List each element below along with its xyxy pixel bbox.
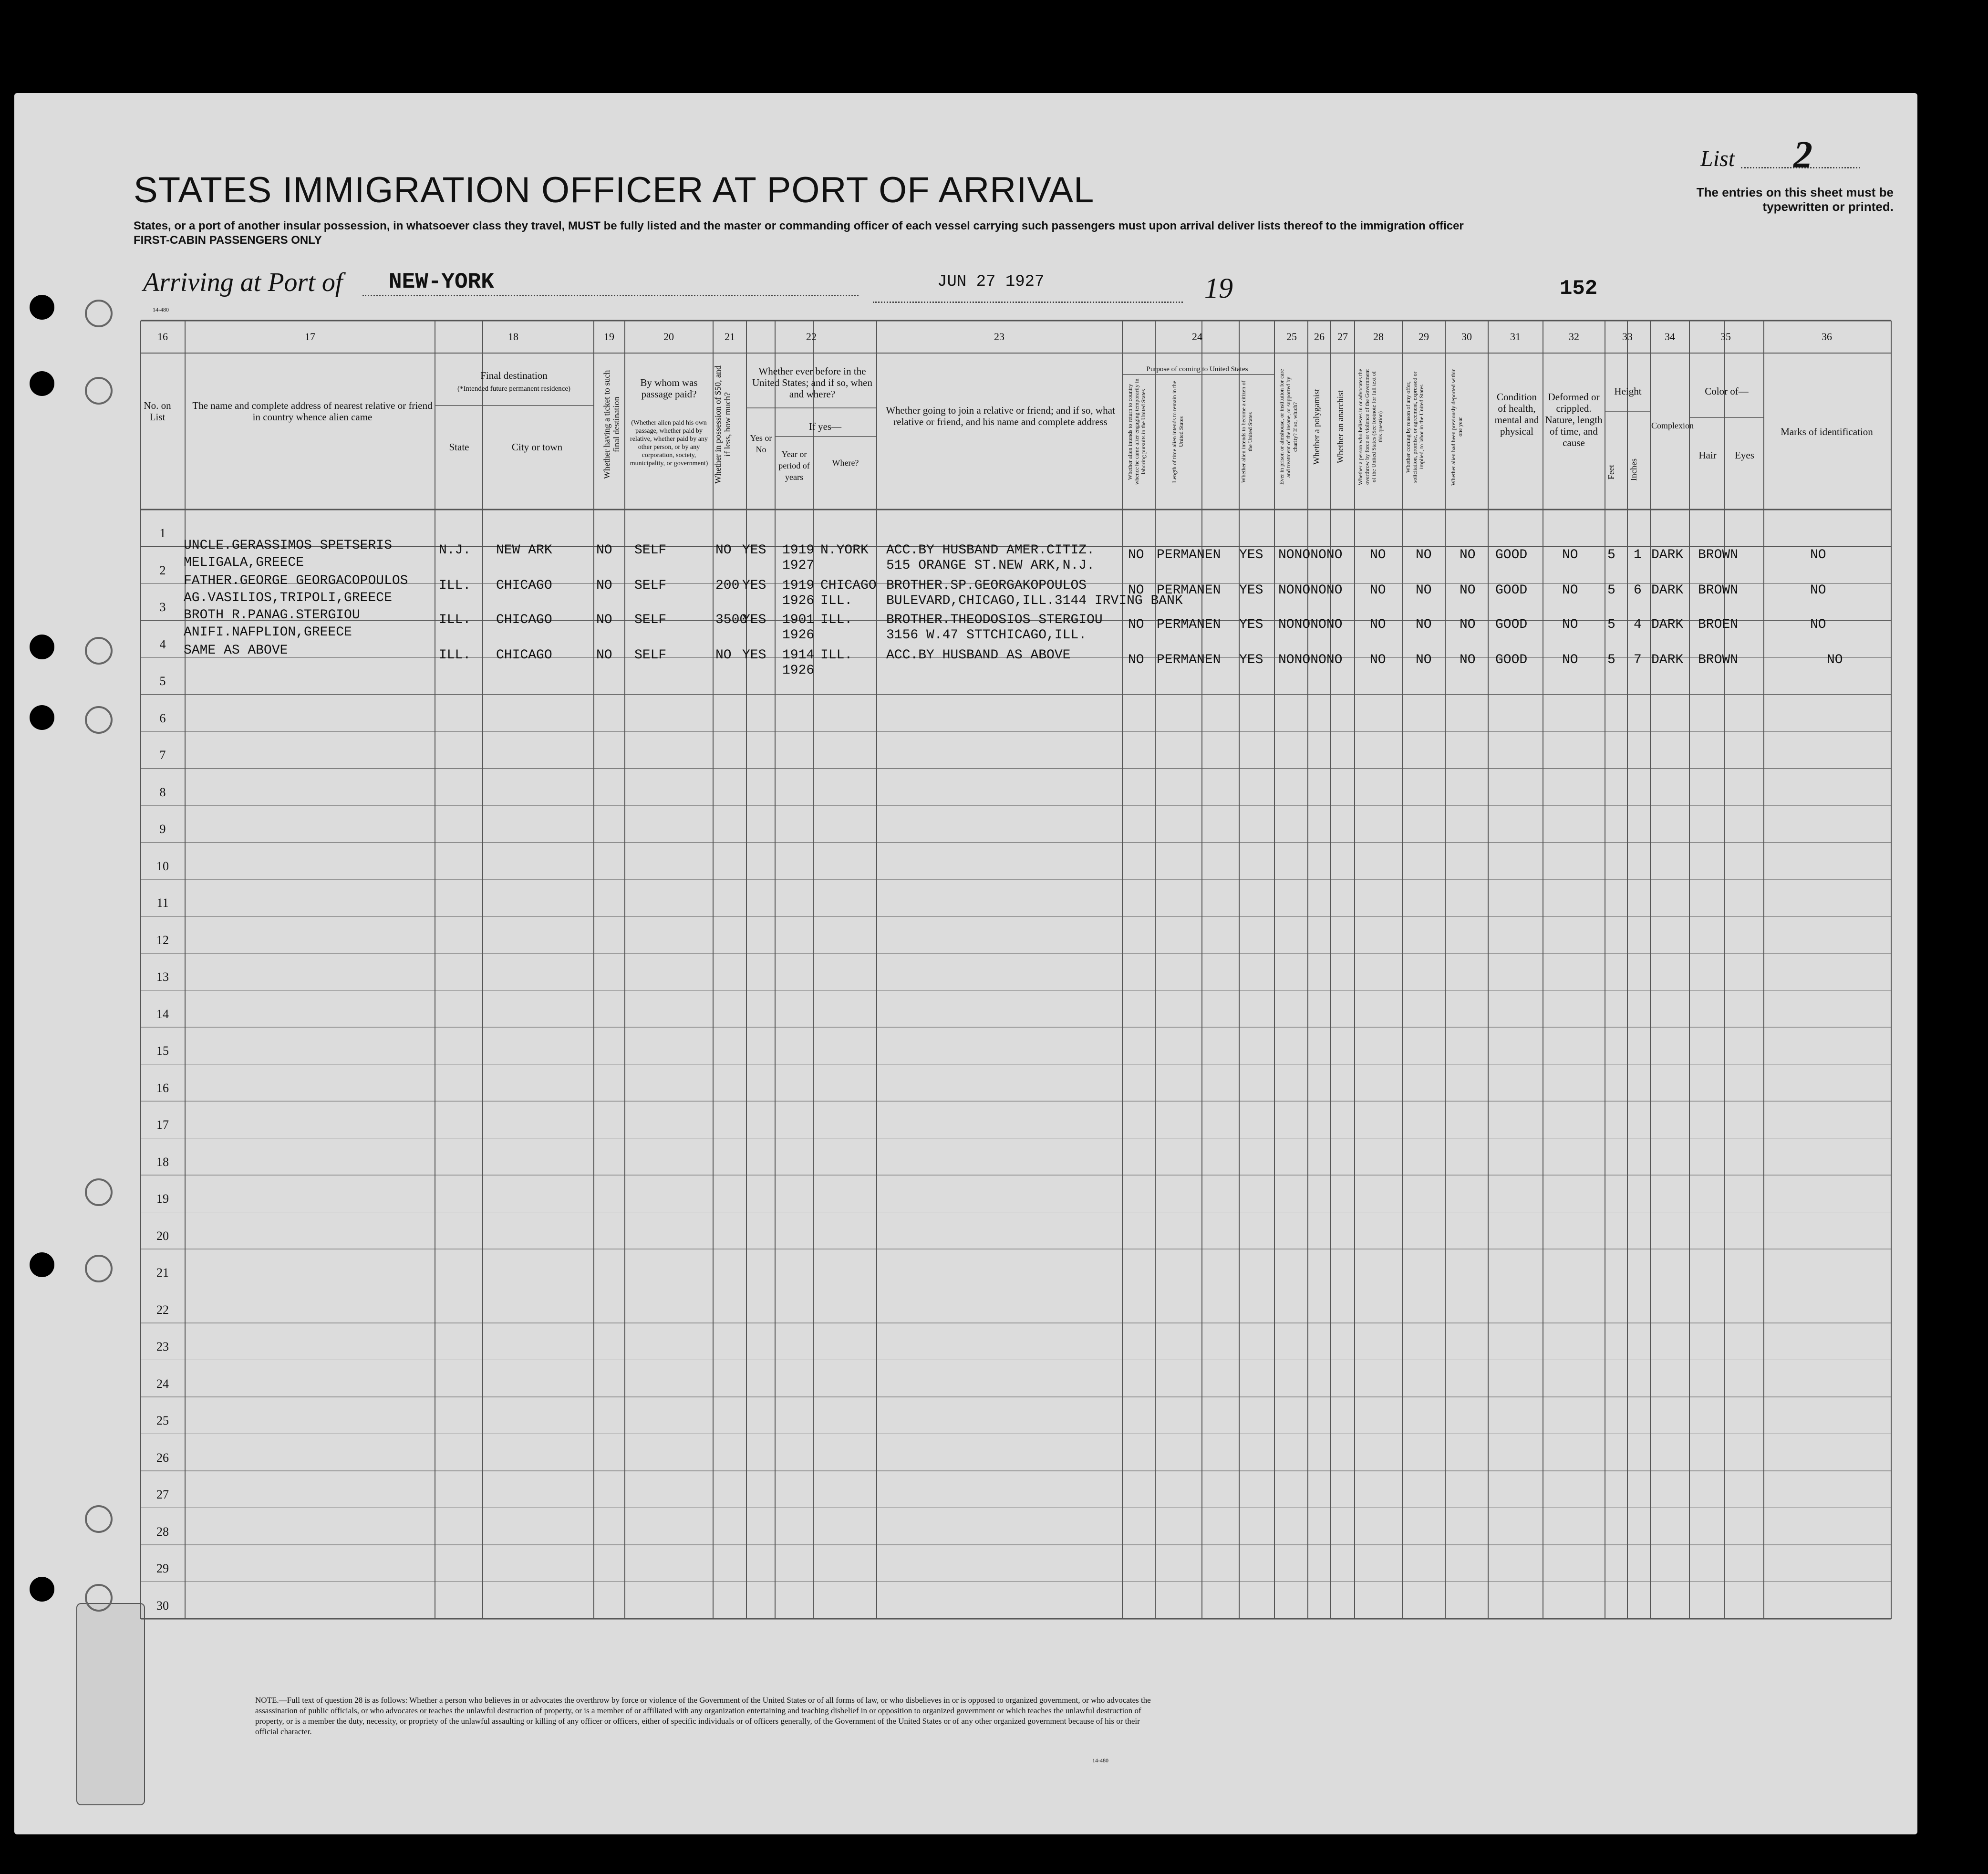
entry-return: NO	[1128, 548, 1144, 562]
entry-cols-25-27: NONONONO	[1278, 653, 1343, 667]
footnote: NOTE.—Full text of question 28 is as follows: Whether a person who believes in or advocates the overthrow by force or violence of the Government of the United States or of all forms of law, or who disbelieves in or is opposed to organized government, or who advocates the assassination of public officials, or who advocates or teaches the unlawful destruction of property, or is a member of or affiliated with any organization entertaining and teaching disbelief in or opposition to organized government or which teaches the unlawful destruction of property, or is a member the duty, necessity, or propriety of the unlawful assaulting or killing of any officer or officers, either of specific individuals or of officers generally, of the Government of the United States or of any other organized government because of his or their official character.	[255, 1696, 1151, 1736]
entry-feet: 5	[1607, 583, 1615, 598]
entry-joining: BROTHER.SP.GEORGAKOPOULOS	[886, 578, 1087, 593]
hdr-complexion: Complexion	[1651, 421, 1694, 430]
row-number: 20	[156, 1229, 169, 1243]
entry-years-end: 1926	[782, 628, 815, 643]
entry-return: NO	[1128, 583, 1144, 598]
hdr-purpose-a: Whether alien intends to return to country whence he came after engaging temporarily in laboring pursuits in the United States	[1127, 378, 1147, 485]
row-number: 28	[156, 1524, 169, 1539]
year-prefix: 19	[1204, 272, 1233, 304]
entry-marks: NO	[1810, 617, 1826, 632]
hdr-inches: Inches	[1629, 458, 1638, 481]
column-number: 31	[1510, 331, 1521, 343]
hdr-prison: Ever in prison or almshouse, or institution for care and treatment of the insane, or supported by charity? If so, which?	[1278, 369, 1298, 485]
entry-cols-25-27: NONONONO	[1278, 583, 1343, 598]
entry-city: CHICAGO	[496, 578, 552, 593]
entry-state: N.J.	[439, 543, 471, 558]
entry-ticket: NO	[596, 648, 612, 663]
arriving-label: Arriving at Port of	[143, 268, 343, 297]
entry-deformed: NO	[1562, 583, 1578, 598]
entry-relative: BROTH R.PANAG.STERGIOU	[184, 608, 360, 623]
page-number: 152	[1560, 277, 1598, 301]
row-number: 9	[159, 822, 166, 836]
entry-hair: BROEN	[1698, 617, 1739, 632]
entry-deformed: NO	[1562, 653, 1578, 667]
hdr-feet: Feet	[1606, 465, 1616, 480]
column-number: 21	[725, 331, 735, 343]
entry-joining: ACC.BY HUSBAND AMER.CITIZ.	[886, 543, 1095, 558]
entry-hair: BROWN	[1698, 653, 1739, 667]
entry-joining-address: BULEVARD,CHICAGO,ILL.3144 IRVING BANK	[886, 593, 1183, 608]
hdr-passage-note: (Whether alien paid his own passage, whether paid by relative, whether paid by any other person, or by any corporation, society, municipality, or government)	[630, 419, 708, 467]
entry-deported: NO	[1460, 653, 1476, 667]
column-number: 29	[1419, 331, 1429, 343]
entry-years-end: 1927	[782, 558, 815, 573]
form-subtitle-cabin: FIRST-CABIN PASSENGERS ONLY	[134, 234, 322, 247]
row-number: 7	[159, 748, 166, 762]
row-number: 4	[159, 637, 166, 651]
hdr-final-destination: Final destination	[480, 370, 548, 381]
row-number: 29	[156, 1562, 169, 1575]
entry-state: ILL.	[439, 613, 471, 627]
entry-health: GOOD	[1495, 583, 1528, 598]
row-number: 1	[159, 526, 166, 540]
entry-city: NEW ARK	[496, 543, 552, 558]
entry-joining-address: 3156 W.47 STTCHICAGO,ILL.	[886, 628, 1087, 643]
column-number: 28	[1373, 331, 1384, 343]
entry-where: ILL.	[820, 613, 853, 627]
entry-ticket: NO	[596, 578, 612, 593]
entry-cols-25-27: NONONONO	[1278, 617, 1343, 632]
entry-money: 200	[715, 578, 740, 593]
port-of-arrival: NEW-YORK	[389, 270, 494, 294]
entry-length: PERMANEN	[1157, 548, 1221, 562]
entry-where: ILL.	[820, 648, 853, 663]
row-number: 18	[156, 1155, 169, 1169]
row-number: 26	[156, 1450, 169, 1465]
hdr-state: State	[449, 441, 469, 453]
entry-marks: NO	[1810, 583, 1826, 598]
column-number: 25	[1286, 331, 1297, 343]
entry-feet: 5	[1607, 617, 1615, 632]
entry-overthrow: NO	[1370, 583, 1386, 598]
hdr-purpose-b: Length of time alien intends to remain in the United States	[1171, 381, 1184, 483]
entry-money: NO	[715, 543, 732, 558]
entry-years: 1919	[782, 543, 815, 558]
arrival-date: JUN 27 1927	[937, 273, 1045, 291]
row-number: 27	[156, 1488, 169, 1501]
entry-ticket: NO	[596, 543, 612, 558]
hdr-joining: Whether going to join a relative or friend; and if so, what relative or friend, and his name and complete address	[886, 405, 1115, 427]
entry-citizen: YES	[1239, 583, 1263, 598]
row-number: 24	[156, 1376, 169, 1391]
entry-citizen: YES	[1239, 617, 1263, 632]
entry-city: CHICAGO	[496, 648, 552, 663]
column-number: 22	[806, 331, 817, 343]
entry-contract: NO	[1416, 583, 1432, 598]
entry-marks: NO	[1810, 548, 1826, 562]
hdr-deported: Whether alien had been previously deported within one year	[1450, 368, 1463, 486]
entry-inches: 1	[1634, 548, 1642, 562]
row-number: 3	[159, 600, 166, 614]
form-title: STATES IMMIGRATION OFFICER AT PORT OF ARRIVAL	[134, 170, 1095, 210]
entry-health: GOOD	[1495, 548, 1528, 562]
row-number: 22	[156, 1302, 169, 1317]
entry-contract: NO	[1416, 653, 1432, 667]
hdr-nearest-relative: The name and complete address of nearest relative or friend in country whence alien came	[192, 400, 433, 423]
list-label: List	[1700, 146, 1735, 171]
hdr-hair: Hair	[1698, 449, 1717, 461]
entry-paid-by: SELF	[634, 578, 667, 593]
entry-relative-address: ANIFI.NAFPLION,GREECE	[184, 625, 352, 640]
entry-contract: NO	[1416, 548, 1432, 562]
column-number: 35	[1720, 331, 1731, 343]
list-note: The entries on this sheet must be typewritten or printed.	[1696, 185, 1894, 214]
row-number: 15	[156, 1044, 169, 1058]
hdr-final-destination-note: (*Intended future permanent residence)	[457, 385, 570, 393]
entry-inches: 4	[1634, 617, 1642, 632]
entry-complexion: DARK	[1651, 617, 1684, 632]
list-number: 2	[1793, 134, 1812, 176]
column-number: 19	[604, 331, 614, 343]
hdr-money: Whether in possession of $50, and if less, how much?	[713, 365, 732, 484]
entry-where: CHICAGO	[820, 578, 877, 593]
entry-overthrow: NO	[1370, 548, 1386, 562]
column-number: 23	[994, 331, 1004, 343]
entry-years: 1914	[782, 648, 815, 663]
entry-length: PERMANEN	[1157, 583, 1221, 598]
entry-relative-address: AG.VASILIOS,TRIPOLI,GREECE	[184, 591, 392, 605]
column-number: 18	[508, 331, 518, 343]
hdr-ever-before: Whether ever before in the United States; and if so, when and where?	[752, 365, 872, 400]
row-number: 16	[156, 1081, 169, 1095]
entry-money: NO	[715, 648, 732, 663]
entry-inches: 7	[1634, 653, 1642, 667]
hdr-no-on-list: No. on List	[144, 400, 171, 423]
entry-years: 1919	[782, 578, 815, 593]
entry-citizen: YES	[1239, 548, 1263, 562]
entry-deported: NO	[1460, 583, 1476, 598]
entry-health: GOOD	[1495, 617, 1528, 632]
column-number: 33	[1622, 331, 1633, 343]
entry-overthrow: NO	[1370, 617, 1386, 632]
entry-length: PERMANEN	[1157, 617, 1221, 632]
hdr-height: Height	[1614, 385, 1642, 397]
hdr-if-yes: If yes—	[808, 421, 842, 432]
entry-paid-by: SELF	[634, 543, 667, 558]
entry-feet: 5	[1607, 653, 1615, 667]
entry-inches: 6	[1634, 583, 1642, 598]
hdr-marks: Marks of identification	[1781, 426, 1873, 437]
entry-complexion: DARK	[1651, 583, 1684, 598]
form-subtitle: States, or a port of another insular possession, in whatsoever class they travel, MUST be fully listed and the master or commanding officer of each vessel carrying such passengers must upon arrival deliver lists thereof to the immigration officer	[134, 219, 1464, 232]
column-number: 26	[1314, 331, 1325, 343]
column-number: 36	[1822, 331, 1832, 343]
hdr-overthrow: Whether a person who believes in or advocates the overthrow by force or violence of the Government of the United States (See footnote for full text of this question)	[1357, 369, 1384, 485]
hdr-ticket: Whether having a ticket to such final destination	[602, 370, 621, 479]
column-number: 27	[1337, 331, 1348, 343]
entry-health: GOOD	[1495, 653, 1528, 667]
entry-money: 3500	[715, 613, 748, 627]
row-number: 12	[156, 933, 169, 947]
row-number: 2	[159, 563, 166, 577]
column-number: 16	[157, 331, 168, 343]
column-number: 17	[305, 331, 315, 343]
entry-ever-before: YES	[742, 613, 766, 627]
row-number: 30	[156, 1598, 169, 1613]
hdr-deformed: Deformed or crippled. Nature, length of time, and cause	[1545, 391, 1603, 448]
entry-relative-address: MELIGALA,GREECE	[184, 555, 304, 570]
column-number: 30	[1461, 331, 1472, 343]
entry-marks: NO	[1827, 653, 1843, 667]
entry-where-2: ILL.	[820, 593, 853, 608]
row-number: 23	[156, 1340, 169, 1353]
row-number: 5	[159, 674, 166, 688]
entry-feet: 5	[1607, 548, 1615, 562]
entry-contract: NO	[1416, 617, 1432, 632]
entry-paid-by: SELF	[634, 648, 667, 663]
hdr-where: Where?	[832, 458, 859, 468]
entry-years: 1901	[782, 613, 815, 627]
entry-return: NO	[1128, 653, 1144, 667]
hdr-purpose-c: Whether alien intends to become a citizen of the United States	[1240, 380, 1253, 483]
entry-hair: BROWN	[1698, 548, 1739, 562]
hdr-city: City or town	[511, 441, 563, 453]
entry-deported: NO	[1460, 548, 1476, 562]
hdr-color-of: Color of—	[1705, 385, 1749, 397]
entry-paid-by: SELF	[634, 613, 667, 627]
column-number: 20	[663, 331, 674, 343]
footer-form-number: 14-480	[1092, 1757, 1108, 1764]
entry-ticket: NO	[596, 613, 612, 627]
form-number: 14-480	[153, 306, 169, 313]
entry-citizen: YES	[1239, 653, 1263, 667]
row-number: 14	[156, 1007, 169, 1021]
row-number: 17	[156, 1118, 169, 1132]
entry-state: ILL.	[439, 648, 471, 663]
entry-joining: ACC.BY HUSBAND AS ABOVE	[886, 648, 1071, 663]
entry-cols-25-27: NONONONO	[1278, 548, 1343, 562]
row-number: 11	[156, 896, 169, 910]
entry-deformed: NO	[1562, 617, 1578, 632]
entry-return: NO	[1128, 617, 1144, 632]
hdr-anarchist: Whether an anarchist	[1336, 390, 1345, 464]
hdr-purpose: Purpose of coming to United States	[1146, 365, 1248, 373]
row-number: 25	[156, 1414, 169, 1427]
entry-city: CHICAGO	[496, 613, 552, 627]
row-number: 6	[159, 711, 166, 725]
entry-deported: NO	[1460, 617, 1476, 632]
entry-deformed: NO	[1562, 548, 1578, 562]
hdr-passage-paid: By whom was passage paid?	[640, 377, 698, 400]
hdr-year-period: Year or period of years	[778, 449, 810, 482]
entry-ever-before: YES	[742, 543, 766, 558]
row-number: 21	[156, 1266, 169, 1280]
entry-ever-before: YES	[742, 578, 766, 593]
column-number: 34	[1665, 331, 1675, 343]
entry-years-end: 1926	[782, 663, 815, 678]
entry-relative: FATHER.GEORGE GEORGACOPOULOS	[184, 573, 408, 588]
column-number: 24	[1192, 331, 1202, 343]
column-number: 32	[1569, 331, 1579, 343]
row-number: 10	[156, 859, 169, 873]
entry-years-end: 1926	[782, 593, 815, 608]
row-number: 19	[156, 1192, 169, 1206]
entry-relative: UNCLE.GERASSIMOS SPETSERIS	[184, 538, 392, 553]
entry-complexion: DARK	[1651, 653, 1684, 667]
hdr-eyes: Eyes	[1735, 449, 1754, 461]
entry-overthrow: NO	[1370, 653, 1386, 667]
entry-joining: BROTHER.THEODOSIOS STERGIOU	[886, 613, 1103, 627]
hdr-polygamist: Whether a polygamist	[1312, 389, 1321, 465]
entry-hair: BROWN	[1698, 583, 1739, 598]
entry-complexion: DARK	[1651, 548, 1684, 562]
row-number: 13	[156, 970, 169, 984]
entry-length: PERMANEN	[1157, 653, 1221, 667]
hdr-contract: Whether coming by reason of any offer, solicitation, promise, or agreement, expressed or implied, to labor in the United States	[1405, 371, 1425, 483]
row-number: 8	[159, 785, 166, 799]
entry-state: ILL.	[439, 578, 471, 593]
entry-relative: SAME AS ABOVE	[184, 643, 288, 658]
entry-ever-before: YES	[742, 648, 766, 663]
hdr-yes-no: Yes or No	[750, 433, 772, 454]
entry-joining-address: 515 ORANGE ST.NEW ARK,N.J.	[886, 558, 1095, 573]
hdr-health: Condition of health, mental and physical	[1494, 391, 1539, 437]
entry-where: N.YORK	[820, 543, 869, 558]
